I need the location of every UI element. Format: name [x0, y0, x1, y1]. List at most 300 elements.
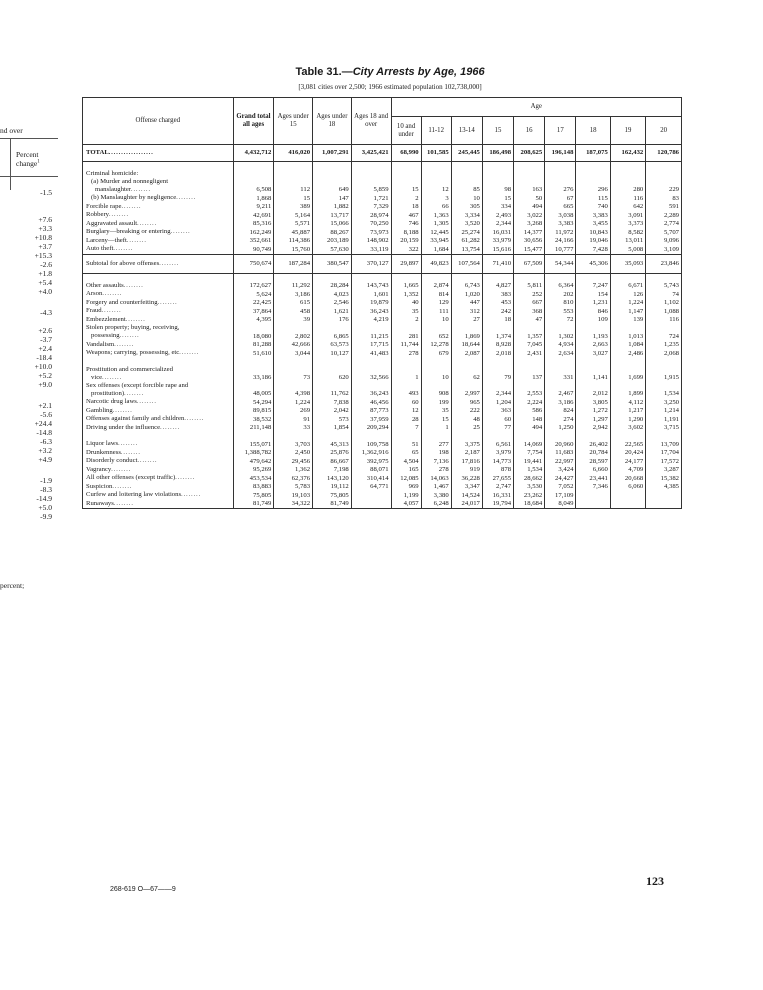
- strip-value: +10.0: [34, 362, 52, 371]
- spacer-cell: [421, 162, 451, 171]
- cell: 2: [391, 194, 421, 203]
- cell: 2,224: [514, 398, 545, 407]
- cell: 47: [514, 316, 545, 325]
- cell: 15: [391, 186, 421, 195]
- spacer-cell: [646, 432, 682, 440]
- offense-label: [83, 457, 234, 466]
- cell: 2,467: [545, 390, 576, 399]
- table-row: [83, 491, 682, 500]
- cell: 1,899: [610, 390, 645, 399]
- cell: 352,661: [233, 237, 274, 246]
- cell: 17,572: [646, 457, 682, 466]
- strip-value: -5.6: [40, 410, 52, 419]
- leader-dots: ........: [137, 458, 158, 465]
- cell: 29,897: [391, 254, 421, 273]
- cell: [545, 324, 576, 332]
- cell: 4,385: [646, 483, 682, 492]
- cell: 19,112: [313, 483, 352, 492]
- cell: 1,362: [274, 466, 313, 475]
- cell: 814: [421, 290, 451, 299]
- cell: 91: [274, 415, 313, 424]
- cell: 45,313: [313, 440, 352, 449]
- cell: [610, 366, 645, 374]
- offense-label: [83, 237, 234, 246]
- cell: 392,975: [351, 457, 391, 466]
- cell: 1,290: [610, 415, 645, 424]
- cell: 383: [482, 290, 513, 299]
- cell: 8,049: [545, 500, 576, 509]
- offense-label: [83, 407, 234, 416]
- offense-label: [83, 282, 234, 291]
- header-age-16: 16: [514, 117, 545, 145]
- spacer-row: [83, 358, 682, 366]
- spacer-cell: [545, 273, 576, 282]
- cell: 296: [576, 186, 610, 195]
- strip-vrule: [10, 138, 11, 190]
- cell: [451, 178, 482, 186]
- cell: 18,644: [451, 341, 482, 350]
- cell: 229: [646, 186, 682, 195]
- leader-dots: ........: [131, 186, 152, 193]
- strip-value: +10.8: [34, 233, 52, 242]
- cell: [576, 366, 610, 374]
- cell: 6,660: [576, 466, 610, 475]
- cell: 5,008: [610, 245, 645, 254]
- table-row: [83, 398, 682, 407]
- cell: 17,715: [351, 341, 391, 350]
- cell: 20,960: [545, 440, 576, 449]
- cell: [351, 500, 391, 509]
- cell: 2,546: [313, 299, 352, 308]
- cell: 620: [313, 374, 352, 383]
- cell: 15: [482, 194, 513, 203]
- spacer-cell: [451, 358, 482, 366]
- cell: 187,075: [576, 145, 610, 162]
- cell: 7,136: [421, 457, 451, 466]
- cell: 380,547: [313, 254, 352, 273]
- cell: 1,214: [646, 407, 682, 416]
- offense-label-text: Gambling: [86, 406, 113, 414]
- cell: [351, 170, 391, 178]
- cell: 72: [545, 316, 576, 325]
- spacer-cell: [313, 162, 352, 171]
- offense-label-text: Disorderly conduct: [86, 457, 138, 465]
- cell: 12,278: [421, 341, 451, 350]
- cell: 1,007,291: [313, 145, 352, 162]
- cell: 54,294: [233, 398, 274, 407]
- cell: 2,663: [576, 341, 610, 350]
- cell: [576, 178, 610, 186]
- cell: 1,302: [545, 332, 576, 341]
- cell: 1,915: [646, 374, 682, 383]
- cell: 2,012: [576, 390, 610, 399]
- cell: 3,602: [610, 424, 645, 433]
- cell: 83,883: [233, 483, 274, 492]
- cell: 165: [391, 466, 421, 475]
- spacer-cell: [646, 273, 682, 282]
- spacer-cell: [514, 358, 545, 366]
- cell: 3,022: [514, 211, 545, 220]
- cell: 70,250: [351, 220, 391, 229]
- strip-value: +1.8: [38, 269, 52, 278]
- leader-dots: ........: [137, 220, 158, 227]
- cell: 1,199: [391, 491, 421, 500]
- spacer-cell: [482, 162, 513, 171]
- leader-dots: ........: [179, 350, 200, 357]
- cell: 88,071: [351, 466, 391, 475]
- cell: [351, 491, 391, 500]
- cell: 665: [545, 203, 576, 212]
- strip-value: -2.6: [40, 260, 52, 269]
- cell: 2,344: [482, 220, 513, 229]
- cell: [646, 366, 682, 374]
- header-under-15: Ages under 15: [274, 98, 313, 145]
- cell: 4,112: [610, 398, 645, 407]
- cell: 2,187: [451, 449, 482, 458]
- offense-label-text: Driving under the influence: [86, 423, 161, 431]
- table-body: [83, 145, 682, 509]
- cell: 109,758: [351, 440, 391, 449]
- offense-label: [83, 316, 234, 325]
- cell: 74: [646, 290, 682, 299]
- cell: 1,272: [576, 407, 610, 416]
- cell: 60: [391, 398, 421, 407]
- header-18-and-over: Ages 18 and over: [351, 98, 391, 145]
- leader-dots: ........: [109, 212, 130, 219]
- header-age-15: 15: [482, 117, 513, 145]
- cell: 57,630: [313, 245, 352, 254]
- spacer-cell: [576, 358, 610, 366]
- strip-value: +2.1: [38, 401, 52, 410]
- table-row: [83, 220, 682, 229]
- cell: 7: [391, 424, 421, 433]
- strip-value: -6.3: [40, 437, 52, 446]
- cell: 3,530: [514, 483, 545, 492]
- cell: 7,346: [576, 483, 610, 492]
- offense-label-text: manslaughter: [95, 185, 132, 193]
- header-age-18: 18: [576, 117, 610, 145]
- leader-dots: ........: [157, 299, 178, 306]
- cell: 54,344: [545, 254, 576, 273]
- cell: 2,087: [451, 349, 482, 358]
- offense-label: [83, 194, 234, 203]
- cell: 573: [313, 415, 352, 424]
- cell: 7,045: [514, 341, 545, 350]
- cell: 11,683: [545, 449, 576, 458]
- table-title: [240, 66, 540, 78]
- leader-dots: ........: [125, 316, 146, 323]
- offense-label-text: Drunkenness: [86, 448, 121, 456]
- spacer-cell: [391, 432, 421, 440]
- offense-label-text: Prostitution and commercialized: [86, 365, 173, 373]
- offense-label-text: Liquor laws: [86, 440, 119, 448]
- spacer-row: [83, 432, 682, 440]
- cell: 724: [646, 332, 682, 341]
- cell: 28,284: [313, 282, 352, 291]
- cell: 6,364: [545, 282, 576, 291]
- cell: 77: [482, 424, 513, 433]
- cell: 8,928: [482, 341, 513, 350]
- table-title-number: Table 31.—: [295, 66, 353, 78]
- strip-value: +9.0: [38, 380, 52, 389]
- cell: 15,760: [274, 245, 313, 254]
- strip-value: -3.7: [40, 335, 52, 344]
- cell: 28: [391, 415, 421, 424]
- cell: 172,627: [233, 282, 274, 291]
- cell: 222: [451, 407, 482, 416]
- spacer-cell: [313, 358, 352, 366]
- cell: 39: [274, 316, 313, 325]
- spacer-cell: [421, 273, 451, 282]
- table-title-text: City Arrests by Age, 1966: [352, 66, 485, 78]
- cell: 1,534: [646, 390, 682, 399]
- page-number: 123: [646, 874, 664, 888]
- offense-label-text: Vandalism: [86, 340, 115, 348]
- leader-dots: ........: [176, 195, 197, 202]
- spacer-cell: [351, 358, 391, 366]
- cell: [610, 500, 645, 509]
- cell: 19,794: [482, 500, 513, 509]
- offense-label-text: Auto theft: [86, 245, 114, 253]
- cell: 1,224: [274, 398, 313, 407]
- cell: [351, 382, 391, 390]
- cell: 3,268: [514, 220, 545, 229]
- offense-label: [83, 299, 234, 308]
- cell: 2,874: [421, 282, 451, 291]
- cell: [391, 170, 421, 178]
- cell: 143,743: [351, 282, 391, 291]
- cell: 1,388,782: [233, 449, 274, 458]
- leader-dots: ........: [160, 424, 181, 431]
- cell: 23,846: [646, 254, 682, 273]
- offense-label: [83, 324, 234, 332]
- table-subtitle: [3,081 cities over 2,500; 1966 estimated population 102,738,000]: [298, 83, 482, 91]
- cell: [274, 170, 313, 178]
- cell: 19,879: [351, 299, 391, 308]
- cell: 10,843: [576, 228, 610, 237]
- cell: 35: [421, 407, 451, 416]
- spacer-row: [83, 162, 682, 171]
- cell: 28,597: [576, 457, 610, 466]
- strip-value: -14.8: [36, 428, 52, 437]
- cell: 45,306: [576, 254, 610, 273]
- cell: [233, 324, 274, 332]
- table-row: [83, 307, 682, 316]
- cell: 591: [646, 203, 682, 212]
- cell: 163: [514, 186, 545, 195]
- spacer-cell: [274, 162, 313, 171]
- spacer-cell: [351, 432, 391, 440]
- cell: 36,243: [351, 390, 391, 399]
- cell: 90,749: [233, 245, 274, 254]
- offense-label: [83, 466, 234, 475]
- offense-label-text: Other assaults: [86, 281, 124, 289]
- cell: 363: [482, 407, 513, 416]
- spacer-cell: [576, 273, 610, 282]
- cell: 1,699: [610, 374, 645, 383]
- spacer-cell: [313, 273, 352, 282]
- cell: [313, 324, 352, 332]
- cell: [233, 366, 274, 374]
- cell: 14,773: [482, 457, 513, 466]
- cell: 86,667: [313, 457, 352, 466]
- cell: 15: [274, 194, 313, 203]
- offense-label: [83, 186, 234, 195]
- header-age: Age: [391, 98, 681, 117]
- cell: 919: [451, 466, 482, 475]
- cell: 3,109: [646, 245, 682, 254]
- cell: 3,383: [545, 220, 576, 229]
- cell: 2,634: [545, 349, 576, 358]
- cell: 20,784: [576, 449, 610, 458]
- offense-label-text: Larceny—theft: [86, 236, 127, 244]
- cell: [545, 382, 576, 390]
- offense-label: [83, 424, 234, 433]
- cell: [421, 170, 451, 178]
- cell: [233, 382, 274, 390]
- cell: 322: [391, 245, 421, 254]
- cell: 42,666: [274, 341, 313, 350]
- table-row: [83, 178, 682, 186]
- cell: 7,052: [545, 483, 576, 492]
- cell: 1,854: [313, 424, 352, 433]
- cell: [274, 366, 313, 374]
- cell: [610, 491, 645, 500]
- cell: 1,882: [313, 203, 352, 212]
- offense-label-text: Fraud: [86, 307, 102, 315]
- strip-value: +3.7: [38, 242, 52, 251]
- table-row: [83, 457, 682, 466]
- cell: 1,141: [576, 374, 610, 383]
- cell: 109: [576, 316, 610, 325]
- spacer-cell: [351, 273, 391, 282]
- table-row: [83, 366, 682, 374]
- offense-label-text: Stolen property; buying, receiving,: [86, 324, 180, 332]
- cell: 652: [421, 332, 451, 341]
- spacer-cell: [646, 162, 682, 171]
- offense-label: [83, 220, 234, 229]
- strip-value: -1.9: [40, 476, 52, 485]
- spacer-cell: [545, 358, 576, 366]
- cell: 2,493: [482, 211, 513, 220]
- spacer-cell: [274, 358, 313, 366]
- cell: 274: [545, 415, 576, 424]
- cell: 81,749: [313, 500, 352, 509]
- cell: 586: [514, 407, 545, 416]
- cell: 6,248: [421, 500, 451, 509]
- cell: [274, 324, 313, 332]
- cell: 155,071: [233, 440, 274, 449]
- cell: 4,023: [313, 290, 352, 299]
- cell: 89,815: [233, 407, 274, 416]
- cell: 33,979: [482, 237, 513, 246]
- cell: 176: [313, 316, 352, 325]
- strip-value: +24.4: [34, 419, 52, 428]
- offense-label: [83, 474, 234, 483]
- cell: 965: [451, 398, 482, 407]
- spacer-cell: [610, 162, 645, 171]
- cell: [514, 170, 545, 178]
- leader-dots: ........: [102, 374, 123, 381]
- cell: 458: [274, 307, 313, 316]
- cell: 3,038: [545, 211, 576, 220]
- offense-label-text: Sex offenses (except forcible rape and: [86, 382, 189, 390]
- offense-label-text: TOTAL: [86, 148, 109, 156]
- cell: 969: [391, 483, 421, 492]
- cell: 3,027: [576, 349, 610, 358]
- cell: 5,707: [646, 228, 682, 237]
- spacer-cell: [545, 432, 576, 440]
- cell: 3,375: [451, 440, 482, 449]
- cell: 1,621: [313, 307, 352, 316]
- table-row: [83, 449, 682, 458]
- cell: 20,159: [391, 237, 421, 246]
- offense-label-text: Aggravated assault: [86, 219, 138, 227]
- cell: [274, 178, 313, 186]
- cell: 7,247: [576, 282, 610, 291]
- cell: 81,749: [233, 500, 274, 509]
- offense-label-text: Runaways: [86, 499, 114, 507]
- cell: 1,250: [545, 424, 576, 433]
- cell: 3,383: [576, 211, 610, 220]
- cell: 1,362,916: [351, 449, 391, 458]
- spacer-cell: [421, 432, 451, 440]
- cell: 494: [514, 424, 545, 433]
- cell: 2,344: [482, 390, 513, 399]
- leader-dots: ........: [102, 291, 123, 298]
- cell: 112: [274, 186, 313, 195]
- cell: 19,441: [514, 457, 545, 466]
- cell: 25,274: [451, 228, 482, 237]
- cell: 33,186: [233, 374, 274, 383]
- cell: 615: [274, 299, 313, 308]
- cell: [576, 170, 610, 178]
- cell: 1,084: [610, 341, 645, 350]
- cell: 5,811: [514, 282, 545, 291]
- strip-value: +3.2: [38, 446, 52, 455]
- cell: 1: [391, 374, 421, 383]
- cell: [274, 382, 313, 390]
- cell: 280: [610, 186, 645, 195]
- spacer-cell: [451, 432, 482, 440]
- cell: 101,585: [421, 145, 451, 162]
- cell: 810: [545, 299, 576, 308]
- spacer-cell: [274, 432, 313, 440]
- spacer-cell: [451, 162, 482, 171]
- table-row: [83, 186, 682, 195]
- cell: 740: [576, 203, 610, 212]
- cell: 453: [482, 299, 513, 308]
- offense-label: [83, 145, 234, 162]
- offense-label: [83, 366, 234, 374]
- spacer-cell: [391, 162, 421, 171]
- strip-value: -9.9: [40, 512, 52, 521]
- offense-label: [83, 307, 234, 316]
- cell: 15,066: [313, 220, 352, 229]
- cell: 28,974: [351, 211, 391, 220]
- cell: 62: [451, 374, 482, 383]
- cell: 908: [421, 390, 451, 399]
- cell: 6,561: [482, 440, 513, 449]
- cell: 18: [482, 316, 513, 325]
- strip-value: +5.4: [38, 278, 52, 287]
- leader-dots: ........: [159, 260, 180, 267]
- cell: 6,671: [610, 282, 645, 291]
- offense-label-text: Forgery and counterfeiting: [86, 298, 158, 306]
- cell: 12: [391, 407, 421, 416]
- header-age-17: 17: [545, 117, 576, 145]
- cell: 38,532: [233, 415, 274, 424]
